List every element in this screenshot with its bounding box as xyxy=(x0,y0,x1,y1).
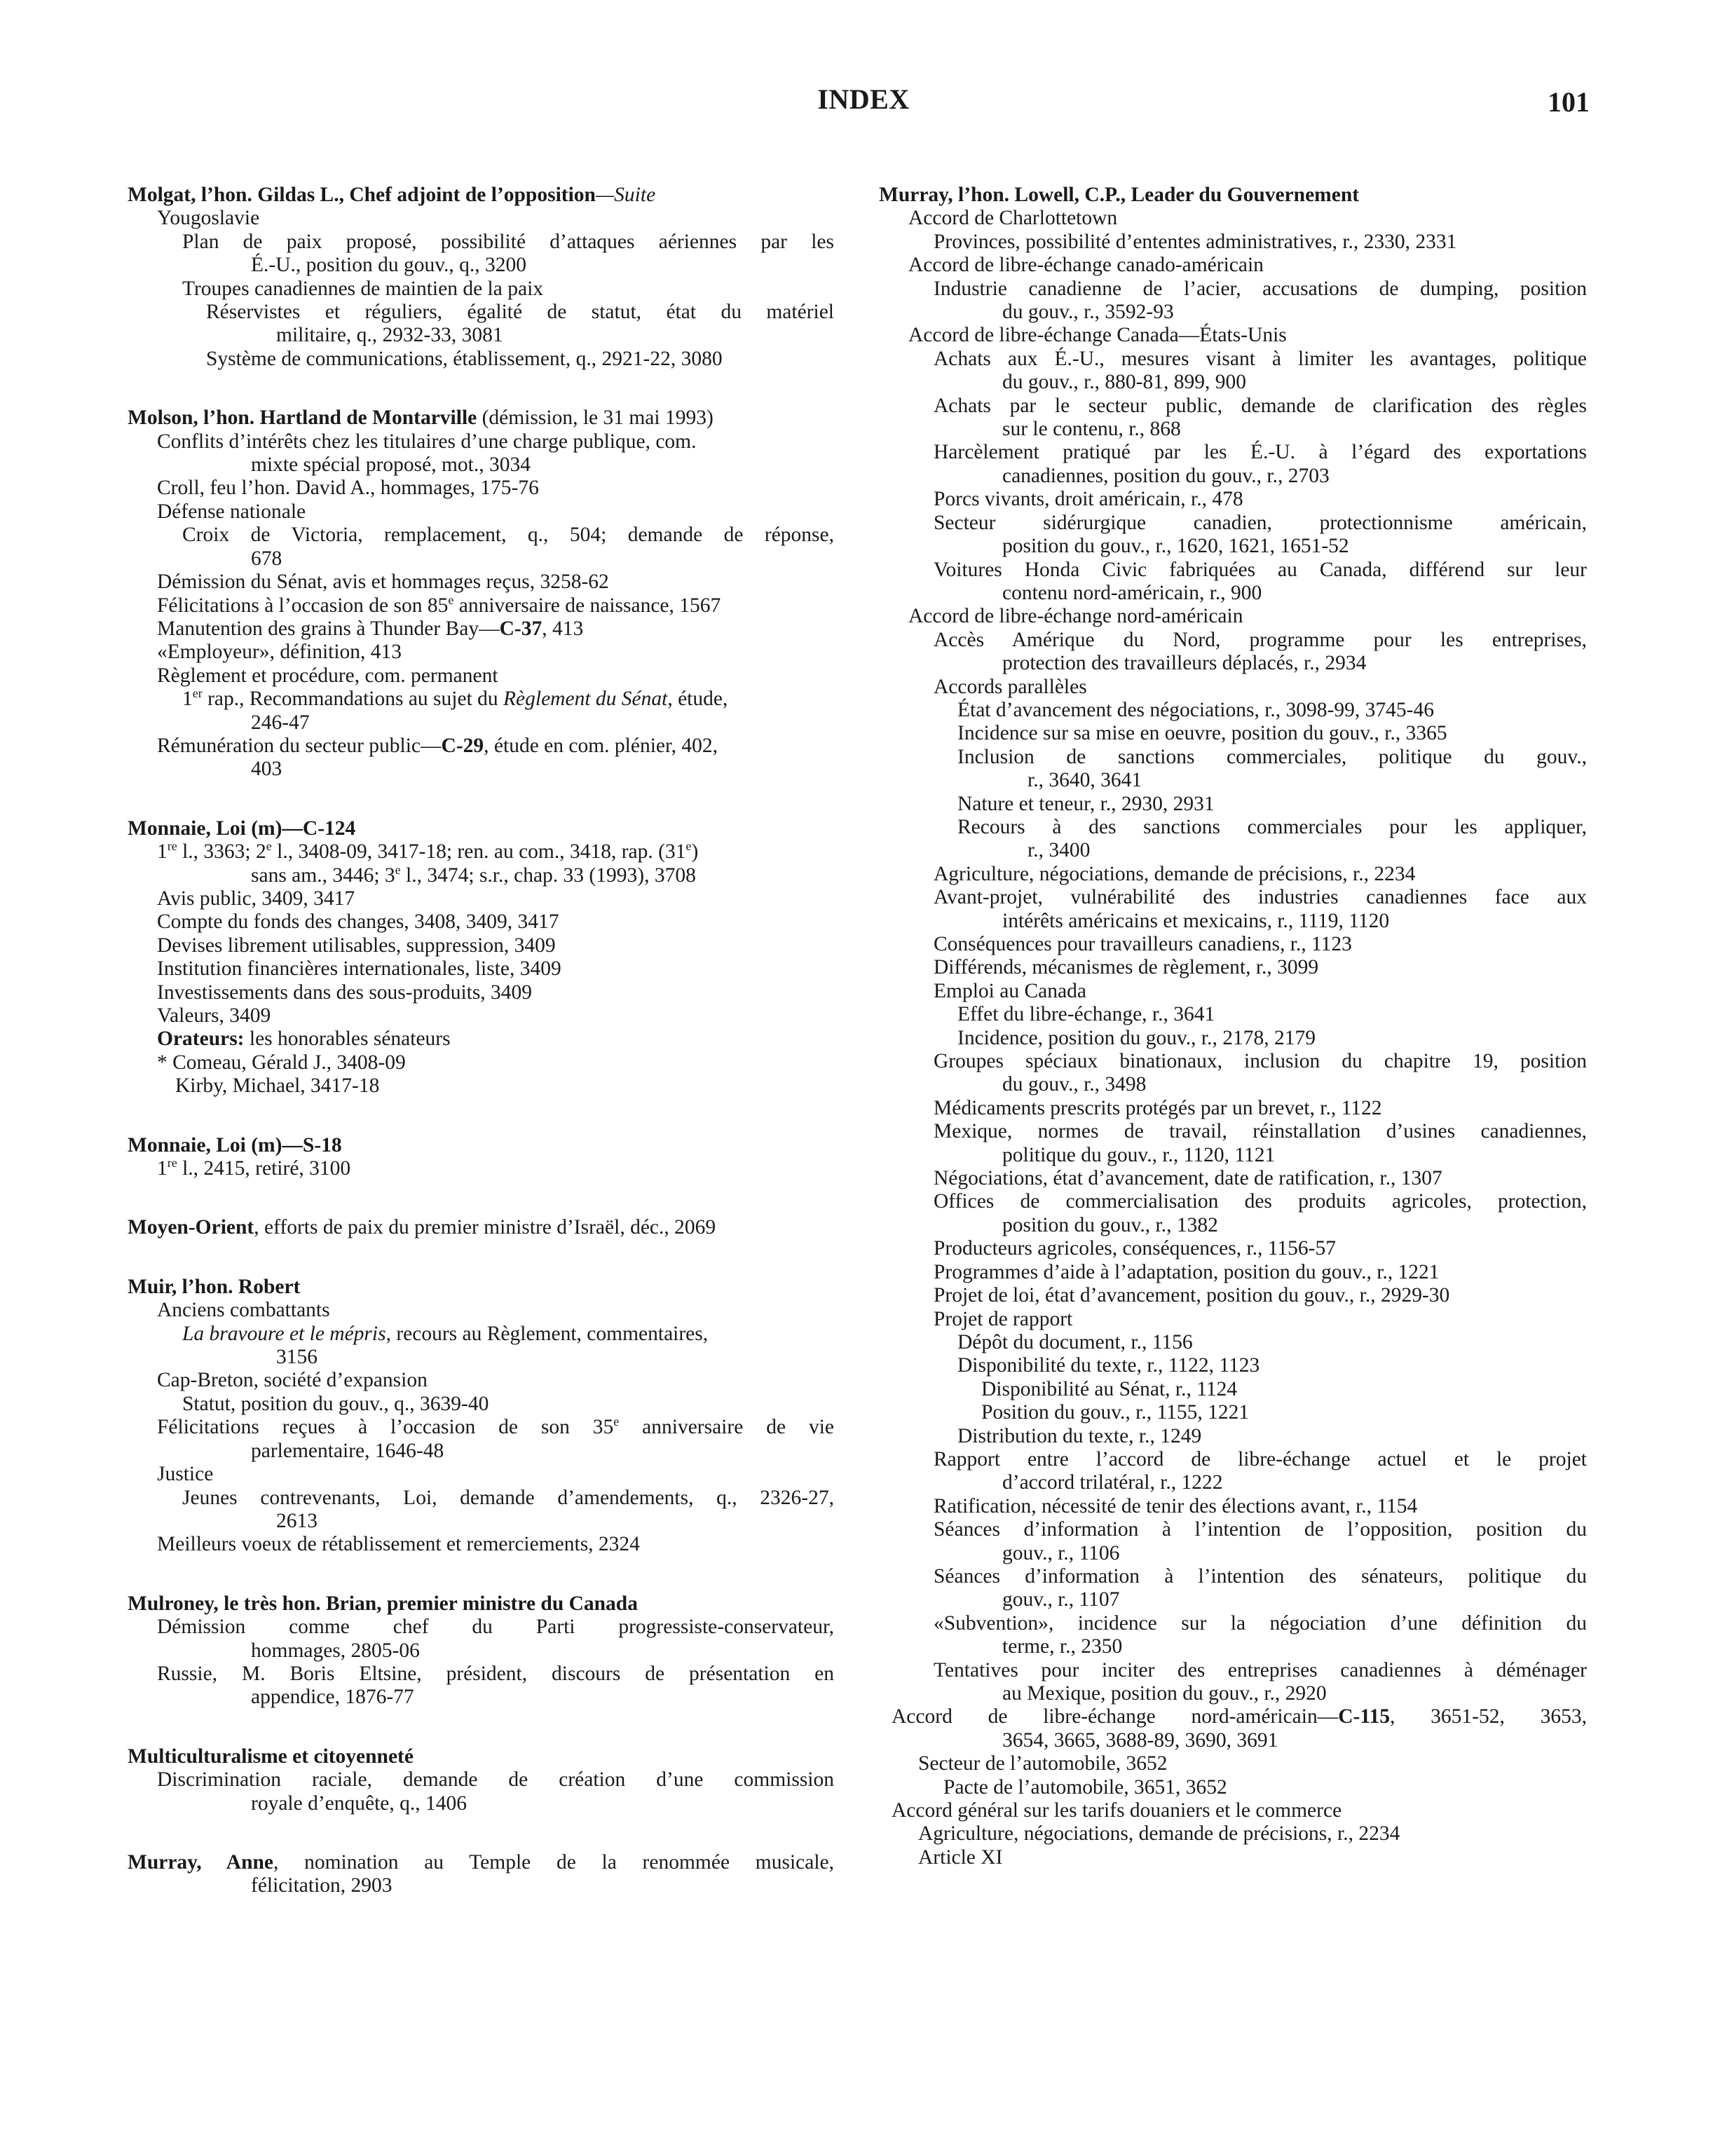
subentry: Offices de commercialisation des produits agricoles, protection, xyxy=(934,1190,1587,1213)
subentry: 1re l., 2415, retiré, 3100 xyxy=(157,1156,351,1180)
subentry-continued: du gouv., r., 3498 xyxy=(1002,1073,1147,1096)
entry-heading: Mulroney, le très hon. Brian, premier ministre du Canada xyxy=(128,1592,638,1615)
subentry-continued: 2613 xyxy=(276,1509,318,1532)
subentry-continued: au Mexique, position du gouv., r., 2920 xyxy=(1002,1682,1327,1705)
subentry: Séances d’information à l’intention des sénateurs, politique du xyxy=(934,1564,1587,1588)
subentry: Séances d’information à l’intention de l’opposition, position du xyxy=(934,1518,1587,1541)
subentry: Médicaments prescrits protégés par un brevet, r., 1122 xyxy=(934,1096,1382,1119)
index-entry-muir xyxy=(128,1276,834,1557)
subentry-continued: 3156 xyxy=(276,1346,318,1369)
subentry-continued: politique du gouv., r., 1120, 1121 xyxy=(1002,1143,1276,1166)
index-entry-monnaie-s18 xyxy=(128,1134,834,1181)
subentry-continued: du gouv., r., 3592-93 xyxy=(1002,301,1174,324)
subentry: Félicitations reçues à l’occasion de son 35e anniversaire de vie xyxy=(157,1414,834,1439)
subentry: Accord de Charlottetown xyxy=(908,207,1118,230)
subentry: Accord de libre-échange Canada—États-Unis xyxy=(908,324,1287,347)
subentry: Devises librement utilisables, suppression, 3409 xyxy=(157,934,556,957)
subentry: Producteurs agricoles, conséquences, r., 1156-57 xyxy=(934,1237,1336,1260)
subentry: Agriculture, négociations, demande de précisions, r., 2234 xyxy=(934,862,1416,885)
subentry: Meilleurs voeux de rétablissement et remerciements, 2324 xyxy=(157,1533,640,1556)
index-entry-mulroney xyxy=(128,1592,834,1710)
subentry: Institution financières internationales, liste, 3409 xyxy=(157,957,561,981)
subentry: Avis public, 3409, 3417 xyxy=(157,887,355,910)
page-title: INDEX xyxy=(817,83,910,115)
subentry: Manutention des grains à Thunder Bay—C-37, 413 xyxy=(157,617,584,640)
speakers-label: Orateurs: les honorables sénateurs xyxy=(157,1028,451,1051)
subentry: Jeunes contrevenants, Loi, demande d’amendements, q., 2326-27, xyxy=(182,1486,834,1509)
subentry: Rapport entre l’accord de libre-échange actuel et le projet xyxy=(934,1447,1587,1471)
subentry: Accords parallèles xyxy=(934,675,1087,698)
subentry-continued: protection des travailleurs déplacés, r., 2934 xyxy=(1002,652,1367,675)
right-column xyxy=(879,184,1587,1869)
subentry-continued: 246-47 xyxy=(251,711,310,734)
subentry: Négociations, état d’avancement, date de ratification, r., 1307 xyxy=(934,1167,1442,1190)
subentry-continued: gouv., r., 1107 xyxy=(1002,1588,1120,1611)
subentry-continued: militaire, q., 2932-33, 3081 xyxy=(276,324,503,347)
subentry: Projet de loi, état d’avancement, position du gouv., r., 2929-30 xyxy=(934,1284,1450,1307)
subentry-continued: parlementaire, 1646-48 xyxy=(251,1439,444,1462)
subentry: Troupes canadiennes de maintien de la paix xyxy=(182,277,544,300)
subentry: Achats par le secteur public, demande de clarification des règles xyxy=(934,394,1587,417)
subentry-continued: sur le contenu, r., 868 xyxy=(1002,418,1181,441)
subentry: Démission comme chef du Parti progressiste-conservateur, xyxy=(157,1616,834,1639)
speaker-item: * Comeau, Gérald J., 3408-09 xyxy=(157,1051,406,1074)
subentry: Incidence, position du gouv., r., 2178, 2179 xyxy=(957,1026,1316,1049)
subentry-continued: hommages, 2805-06 xyxy=(251,1639,420,1662)
subentry: Provinces, possibilité d’ententes administratives, r., 2330, 2331 xyxy=(934,230,1457,253)
subentry: Nature et teneur, r., 2930, 2931 xyxy=(957,792,1215,815)
subentry: Tentatives pour inciter des entreprises canadiennes à déménager xyxy=(934,1658,1587,1681)
entry-heading: Multiculturalisme et citoyenneté xyxy=(128,1745,414,1768)
entry-heading: Murray, l’hon. Lowell, C.P., Leader du Gouvernement xyxy=(879,184,1360,206)
subentry-continued: sans am., 3446; 3e l., 3474; s.r., chap. 33 (1993), 3708 xyxy=(251,862,696,887)
subentry: Compte du fonds des changes, 3408, 3409, 3417 xyxy=(157,910,559,934)
subentry-continued: 3654, 3665, 3688-89, 3690, 3691 xyxy=(1002,1728,1278,1752)
subentry: Yougoslavie xyxy=(157,207,260,230)
subentry: Accord de libre-échange nord-américain—C-115, 3651-52, 3653, xyxy=(892,1705,1587,1728)
subentry: Plan de paix proposé, possibilité d’attaques aériennes par les xyxy=(182,230,834,253)
subentry: Conflits d’intérêts chez les titulaires d’une charge publique, com. xyxy=(157,430,697,453)
subentry: Croix de Victoria, remplacement, q., 504; demande de réponse, xyxy=(182,524,834,547)
subentry-continued: É.-U., position du gouv., q., 3200 xyxy=(251,254,527,277)
subentry: Dépôt du document, r., 1156 xyxy=(957,1330,1193,1353)
subentry: «Subvention», incidence sur la négociation d’une définition du xyxy=(934,1611,1587,1635)
index-entry-molgat xyxy=(128,184,834,371)
index-entry-murray-anne xyxy=(128,1851,834,1898)
subentry: Statut, position du gouv., q., 3639-40 xyxy=(182,1392,489,1415)
subentry-continued: félicitation, 2903 xyxy=(251,1874,392,1897)
subentry: Accord de libre-échange nord-américain xyxy=(908,605,1243,628)
subentry-continued: 403 xyxy=(251,758,282,781)
index-entry-multiculturalisme xyxy=(128,1745,834,1815)
subentry: Harcèlement pratiqué par les É.-U. à l’égard des exportations xyxy=(934,441,1587,464)
subentry: Accord général sur les tarifs douaniers et le commerce xyxy=(892,1799,1342,1822)
subentry-continued: royale d’enquête, q., 1406 xyxy=(251,1792,467,1815)
entry-heading: Moyen-Orient, efforts de paix du premier ministre d’Israël, déc., 2069 xyxy=(128,1216,716,1239)
subentry: Emploi au Canada xyxy=(934,979,1086,1002)
subentry: Avant-projet, vulnérabilité des industries canadiennes face aux xyxy=(934,886,1587,909)
subentry: Cap-Breton, société d’expansion xyxy=(157,1369,428,1392)
index-entry-monnaie-c124 xyxy=(128,817,834,1098)
subentry: Valeurs, 3409 xyxy=(157,1004,271,1027)
subentry: Conséquences pour travailleurs canadiens, r., 1123 xyxy=(934,933,1352,955)
subentry: Croll, feu l’hon. David A., hommages, 175-76 xyxy=(157,477,539,500)
subentry-continued: gouv., r., 1106 xyxy=(1002,1541,1120,1564)
subentry: Programmes d’aide à l’adaptation, position du gouv., r., 1221 xyxy=(934,1260,1440,1283)
entry-heading: Murray, Anne, nomination au Temple de la renommée musicale, xyxy=(128,1850,834,1874)
subentry: Voitures Honda Civic fabriquées au Canada, différend sur leur xyxy=(934,558,1587,581)
subentry: Défense nationale xyxy=(157,500,306,523)
subentry-continued: canadiennes, position du gouv., r., 2703 xyxy=(1002,464,1330,487)
subentry: Agriculture, négociations, demande de précisions, r., 2234 xyxy=(918,1822,1400,1845)
subentry-continued: contenu nord-américain, r., 900 xyxy=(1002,581,1262,604)
entry-heading: Molson, l’hon. Hartland de Montarville (démission, le 31 mai 1993) xyxy=(128,407,714,430)
subentry: Inclusion de sanctions commerciales, politique du gouv., xyxy=(957,745,1587,768)
subentry: Système de communications, établissement, q., 2921-22, 3080 xyxy=(206,347,723,370)
subentry: Industrie canadienne de l’acier, accusations de dumping, position xyxy=(934,277,1587,300)
subentry: 1er rap., Recommandations au sujet du Règlement du Sénat, étude, xyxy=(182,686,728,711)
subentry: Anciens combattants xyxy=(157,1299,330,1322)
subentry: Règlement et procédure, com. permanent xyxy=(157,664,498,687)
subentry: Félicitations à l’occasion de son 85e anniversaire de naissance, 1567 xyxy=(157,592,721,617)
subentry: Démission du Sénat, avis et hommages reçus, 3258-62 xyxy=(157,571,609,594)
subentry-continued: r., 3640, 3641 xyxy=(1028,769,1142,792)
subentry: Russie, M. Boris Eltsine, président, discours de présentation en xyxy=(157,1662,834,1685)
speaker-item: Kirby, Michael, 3417-18 xyxy=(175,1074,380,1098)
index-entry-moyen-orient xyxy=(128,1216,834,1239)
subentry: Investissements dans des sous-produits, 3409 xyxy=(157,981,533,1004)
subentry: Pacte de l’automobile, 3651, 3652 xyxy=(943,1775,1227,1799)
subentry: Accès Amérique du Nord, programme pour les entreprises, xyxy=(934,628,1587,651)
subentry-continued: intérêts américains et mexicains, r., 1119, 1120 xyxy=(1002,909,1390,932)
subentry: Ratification, nécessité de tenir des élections avant, r., 1154 xyxy=(934,1494,1418,1517)
subentry: Discrimination raciale, demande de création d’une commission xyxy=(157,1768,834,1792)
subentry: Disponibilité du texte, r., 1122, 1123 xyxy=(957,1354,1260,1377)
murray-lowell-subentries xyxy=(879,207,1587,1705)
subentry: État d’avancement des négociations, r., 3098-99, 3745-46 xyxy=(957,698,1434,721)
subentry-continued: r., 3400 xyxy=(1028,839,1091,862)
subentry: Position du gouv., r., 1155, 1221 xyxy=(981,1401,1250,1424)
subentry: Distribution du texte, r., 1249 xyxy=(957,1424,1202,1447)
subentry: Article XI xyxy=(918,1845,1003,1869)
subentry: Effet du libre-échange, r., 3641 xyxy=(957,1003,1215,1026)
subentry: Justice xyxy=(157,1463,214,1486)
entry-heading: Muir, l’hon. Robert xyxy=(128,1275,301,1298)
subentry-continued: terme, r., 2350 xyxy=(1002,1635,1123,1658)
subentry: Accord de libre-échange canado-américain xyxy=(908,254,1264,277)
subentry-continued: d’accord trilatéral, r., 1222 xyxy=(1002,1471,1223,1494)
subentry: Achats aux É.-U., mesures visant à limiter les avantages, politique xyxy=(934,347,1587,370)
subentry: Mexique, normes de travail, réinstallation d’usines canadiennes, xyxy=(934,1120,1587,1143)
entry-heading: Monnaie, Loi (m)—S-18 xyxy=(128,1133,342,1157)
subentry-continued: position du gouv., r., 1382 xyxy=(1002,1213,1218,1236)
subentry: Incidence sur sa mise en oeuvre, position du gouv., r., 3365 xyxy=(957,722,1447,745)
subentry: Différends, mécanismes de règlement, r., 3099 xyxy=(934,956,1319,979)
subentry: Rémunération du secteur public—C-29, étude en com. plénier, 402, xyxy=(157,734,718,757)
subentry: Secteur sidérurgique canadien, protectionnisme américain, xyxy=(934,511,1587,534)
entry-heading: Monnaie, Loi (m)—C-124 xyxy=(128,817,356,840)
subentry-continued: du gouv., r., 880-81, 899, 900 xyxy=(1002,371,1246,394)
subentry: «Employeur», définition, 413 xyxy=(157,641,402,664)
subentry: Disponibilité au Sénat, r., 1124 xyxy=(981,1377,1238,1400)
subentry: Projet de rapport xyxy=(934,1307,1073,1330)
subentry: 1re l., 3363; 2e l., 3408-09, 3417-18; ren. au com., 3418, rap. (31e) xyxy=(157,839,699,864)
subentry-continued: mixte spécial proposé, mot., 3034 xyxy=(251,453,531,477)
subentry: Recours à des sanctions commerciales pour les appliquer, xyxy=(957,815,1587,838)
left-column xyxy=(128,184,834,1934)
page-number: 101 xyxy=(1548,86,1590,118)
subentry: Réservistes et réguliers, égalité de statut, état du matériel xyxy=(206,301,834,324)
subentry: Porcs vivants, droit américain, r., 478 xyxy=(934,488,1243,511)
subentry: Secteur de l’automobile, 3652 xyxy=(918,1752,1168,1775)
subentry-continued: position du gouv., r., 1620, 1621, 1651-52 xyxy=(1002,535,1349,558)
entry-heading: Molgat, l’hon. Gildas L., Chef adjoint de l’opposition—Suite xyxy=(128,184,656,206)
subentry-continued: appendice, 1876-77 xyxy=(251,1686,414,1709)
page-header xyxy=(0,79,1727,128)
subentry: Groupes spéciaux binationaux, inclusion du chapitre 19, position xyxy=(934,1050,1587,1073)
index-entry-molson xyxy=(128,407,834,782)
subentry-continued: 678 xyxy=(251,547,282,570)
subentry: La bravoure et le mépris, recours au Règlement, commentaires, xyxy=(182,1322,709,1345)
